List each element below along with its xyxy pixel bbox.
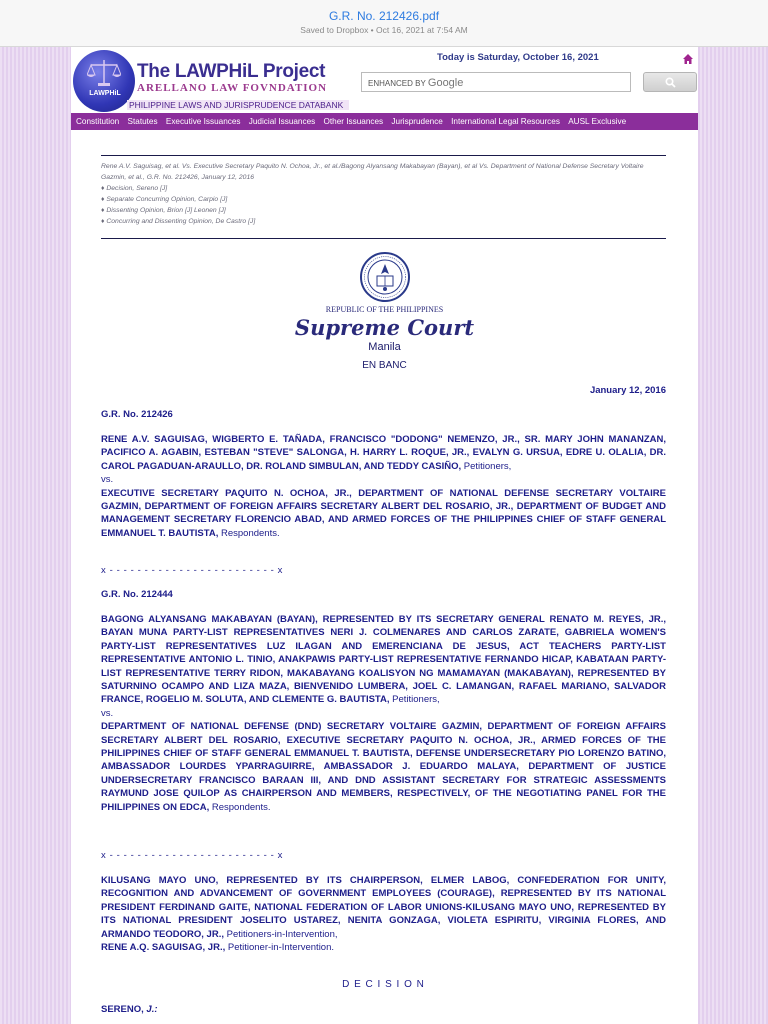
breadcrumb-link-concurring[interactable]: ♦ Separate Concurring Opinion, Carpio [J]	[101, 196, 228, 203]
gr-number-2: G.R. No. 212444	[101, 589, 173, 600]
breadcrumb-link-dissenting[interactable]: ♦ Dissenting Opinion, Brion [J] Leonen [J]	[101, 207, 226, 214]
scales-icon	[87, 58, 121, 88]
today-date: Today is Saturday, October 16, 2021	[437, 52, 599, 63]
supreme-court-seal-icon	[360, 252, 410, 302]
separator-1: x - - - - - - - - - - - - - - - - - - - - - - - - x	[101, 565, 284, 576]
lawphil-logo[interactable]	[73, 50, 135, 112]
breadcrumb-link-concurring-dissenting[interactable]: ♦ Concurring and Dissenting Opinion, De Castro [J]	[101, 218, 256, 225]
republic-heading: REPUBLIC OF THE PHILIPPINES	[325, 305, 444, 314]
breadcrumb-case-title: Rene A.V. Saguisag, et al. Vs. Executive Secretary Paquito N. Ochoa, Jr., et al./Bagong Alyansang Makabayan (Bayan), et al Vs. Department of National Defense Secretary Voltaire Gazmin, et al., G.R. No. 212426, January 12, 2016	[101, 163, 644, 181]
nav-judicial-issuances[interactable]: Judicial Issuances	[248, 117, 316, 126]
intervenors: KILUSANG MAYO UNO, REPRESENTED BY ITS CHAIRPERSON, ELMER LABOG, CONFEDERATION FOR UNITY, RECOGNITION AND ADVANCEMENT OF GOVERNMENT EMPLOYEES (COURAGE), REPRESENTED BY ITS NATIONAL PRESIDENT FERDINAND GAITE, NATIONAL FEDERATION OF LABOR UNIONS-KILUSANG MAYO UNO, REPRESENTED BY ITS NATIONAL PRESIDENT JOSELITO USTAREZ, NENITA GONZAGA, VIOLETA ESPIRITU, VIRGINIA FLORES, AND ARMANDO TEODORO, JR., Petitioners-in-Intervention, RENE A.Q. SAGUISAG, JR., Petitioner-in-Intervention.	[101, 875, 666, 954]
breadcrumb	[101, 161, 666, 227]
pdf-viewer-bar	[0, 0, 768, 47]
search-input[interactable]	[361, 72, 631, 92]
search-icon	[665, 77, 676, 88]
gr-number-1: G.R. No. 212426	[101, 409, 173, 420]
court-name: Supreme Court	[294, 315, 475, 340]
brand-title[interactable]: The LAWPHiL Project	[137, 61, 326, 82]
nav-ausl-exclusive[interactable]: AUSL Exclusive	[568, 117, 627, 126]
file-saved-status: Saved to Dropbox • Oct 16, 2021 at 7:54 AM	[300, 25, 468, 35]
parties-2: BAGONG ALYANSANG MAKABAYAN (BAYAN), REPRESENTED BY ITS SECRETARY GENERAL RENATO M. REYES, JR., BAYAN MUNA PARTY-LIST REPRESENTATIVES NERI J. COLMENARES AND CARLOS ZARATE, GABRIELA WOMEN'S PARTY-LIST REPRESENTATIVES LUZ ILAGAN AND EMERENCIANA DE JESUS, ACT TEACHERS PARTY-LIST REPRESENTATIVE ANTONIO L. TINIO, ANAKPAWIS PARTY-LIST REPRESENTATIVE FERNANDO HICAP, KABATAAN PARTY-LIST REPRESENTATIVE TERRY RIDON, MAKABAYANG KOALISYON NG MAMAMAYAN (MAKABAYAN), REPRESENTED BY SATURNINO OCAMPO AND LIZA MAZA, BIENVENIDO LUMBERA, JOEL C. LAMANGAN, RAFAEL MARIANO, SALVADOR FRANCE, ROGELIO M. SOLUTA, AND CLEMENTE G. BAUTISTA, Petitioners, vs. DEPARTMENT OF NATIONAL DEFENSE (DND) SECRETARY VOLTAIRE GAZMIN, DEPARTMENT OF FOREIGN AFFAIRS SECRETARY ALBERT DEL ROSARIO, EXECUTIVE SECRETARY PAQUITO N. OCHOA, JR., ARMED FORCES OF THE PHILIPPINES CHIEF OF STAFF GENERAL EMMANUEL T. BAUTISTA, DEFENSE UNDERSECRETARY PIO LORENZO BATINO, AMBASSADOR LOURDES YPARRAGUIRRE, AMBASSADOR J. EDUARDO MALAYA, DEPARTMENT OF JUSTICE UNDERSECRETARY FRANCISCO BARAAN III, AND DND ASSISTANT SECRETARY FOR STRATEGIC ASSESSMENTS RAYMUND JOSE QUILOP AS CHAIRPERSON AND MEMBERS, RESPECTIVELY, OF THE NEGOTIATING PANEL FOR THE PHILIPPINES ON EDCA, Respondents.	[101, 614, 666, 813]
court-division: EN BANC	[362, 360, 407, 371]
decision-date: January 12, 2016	[589, 385, 666, 396]
nav-jurisprudence[interactable]: Jurisprudence	[391, 117, 443, 126]
main-nav	[71, 113, 698, 130]
nav-international-legal-resources[interactable]: International Legal Resources	[451, 117, 560, 126]
court-city: Manila	[368, 341, 401, 353]
brand-subtitle: ARELLANO LAW FOVNDATION	[137, 82, 328, 94]
file-title[interactable]: G.R. No. 212426.pdf	[328, 9, 440, 23]
nav-other-issuances[interactable]: Other Issuances	[323, 117, 384, 126]
home-icon[interactable]	[682, 53, 694, 65]
separator-2: x - - - - - - - - - - - - - - - - - - - - - - - - x	[101, 850, 284, 861]
nav-executive-issuances[interactable]: Executive Issuances	[165, 117, 241, 126]
ponente: SERENO, J.:	[101, 1004, 158, 1015]
breadcrumb-link-decision[interactable]: ♦ Decision, Sereno [J]	[101, 185, 168, 192]
search-branding: ENHANCED BY Google	[368, 77, 464, 89]
divider-top	[101, 155, 666, 156]
parties-1-petitioners: RENE A.V. SAGUISAG, WIGBERTO E. TAÑADA, FRANCISCO "DODONG" NEMENZO, JR., SR. MARY JOHN MANANZAN, PACIFICO A. AGABIN, ESTEBAN "STEVE" SALONGA, H. HARRY L. ROQUE, JR., EVALYN G. URSUA, EDRE U. OLALIA, DR. CAROL PAGADUAN-ARAULLO, DR. ROLAND SIMBULAN, AND TEDDY CASIÑO, Petitioners, vs. EXECUTIVE SECRETARY PAQUITO N. OCHOA, JR., DEPARTMENT OF NATIONAL DEFENSE SECRETARY VOLTAIRE GAZMIN, DEPARTMENT OF FOREIGN AFFAIRS SECRETARY ALBERT DEL ROSARIO, JR., DEPARTMENT OF BUDGET AND MANAGEMENT SECRETARY FLORENCIO ABAD, AND ARMED FORCES OF THE PHILIPPINES CHIEF OF STAFF GENERAL EMMANUEL T. BAUTISTA, Respondents.	[101, 434, 666, 539]
divider-bottom	[101, 238, 666, 239]
logo-label: LAWPHiL	[89, 90, 121, 97]
document-page	[71, 47, 698, 1024]
decision-heading: D E C I S I O N	[342, 979, 425, 990]
search-button[interactable]	[643, 72, 697, 92]
nav-constitution[interactable]: Constitution	[76, 117, 120, 126]
brand-databank: PHILIPPINE LAWS AND JURISPRUDENCE DATABANK	[127, 100, 349, 110]
nav-statutes[interactable]: Statutes	[127, 117, 158, 126]
